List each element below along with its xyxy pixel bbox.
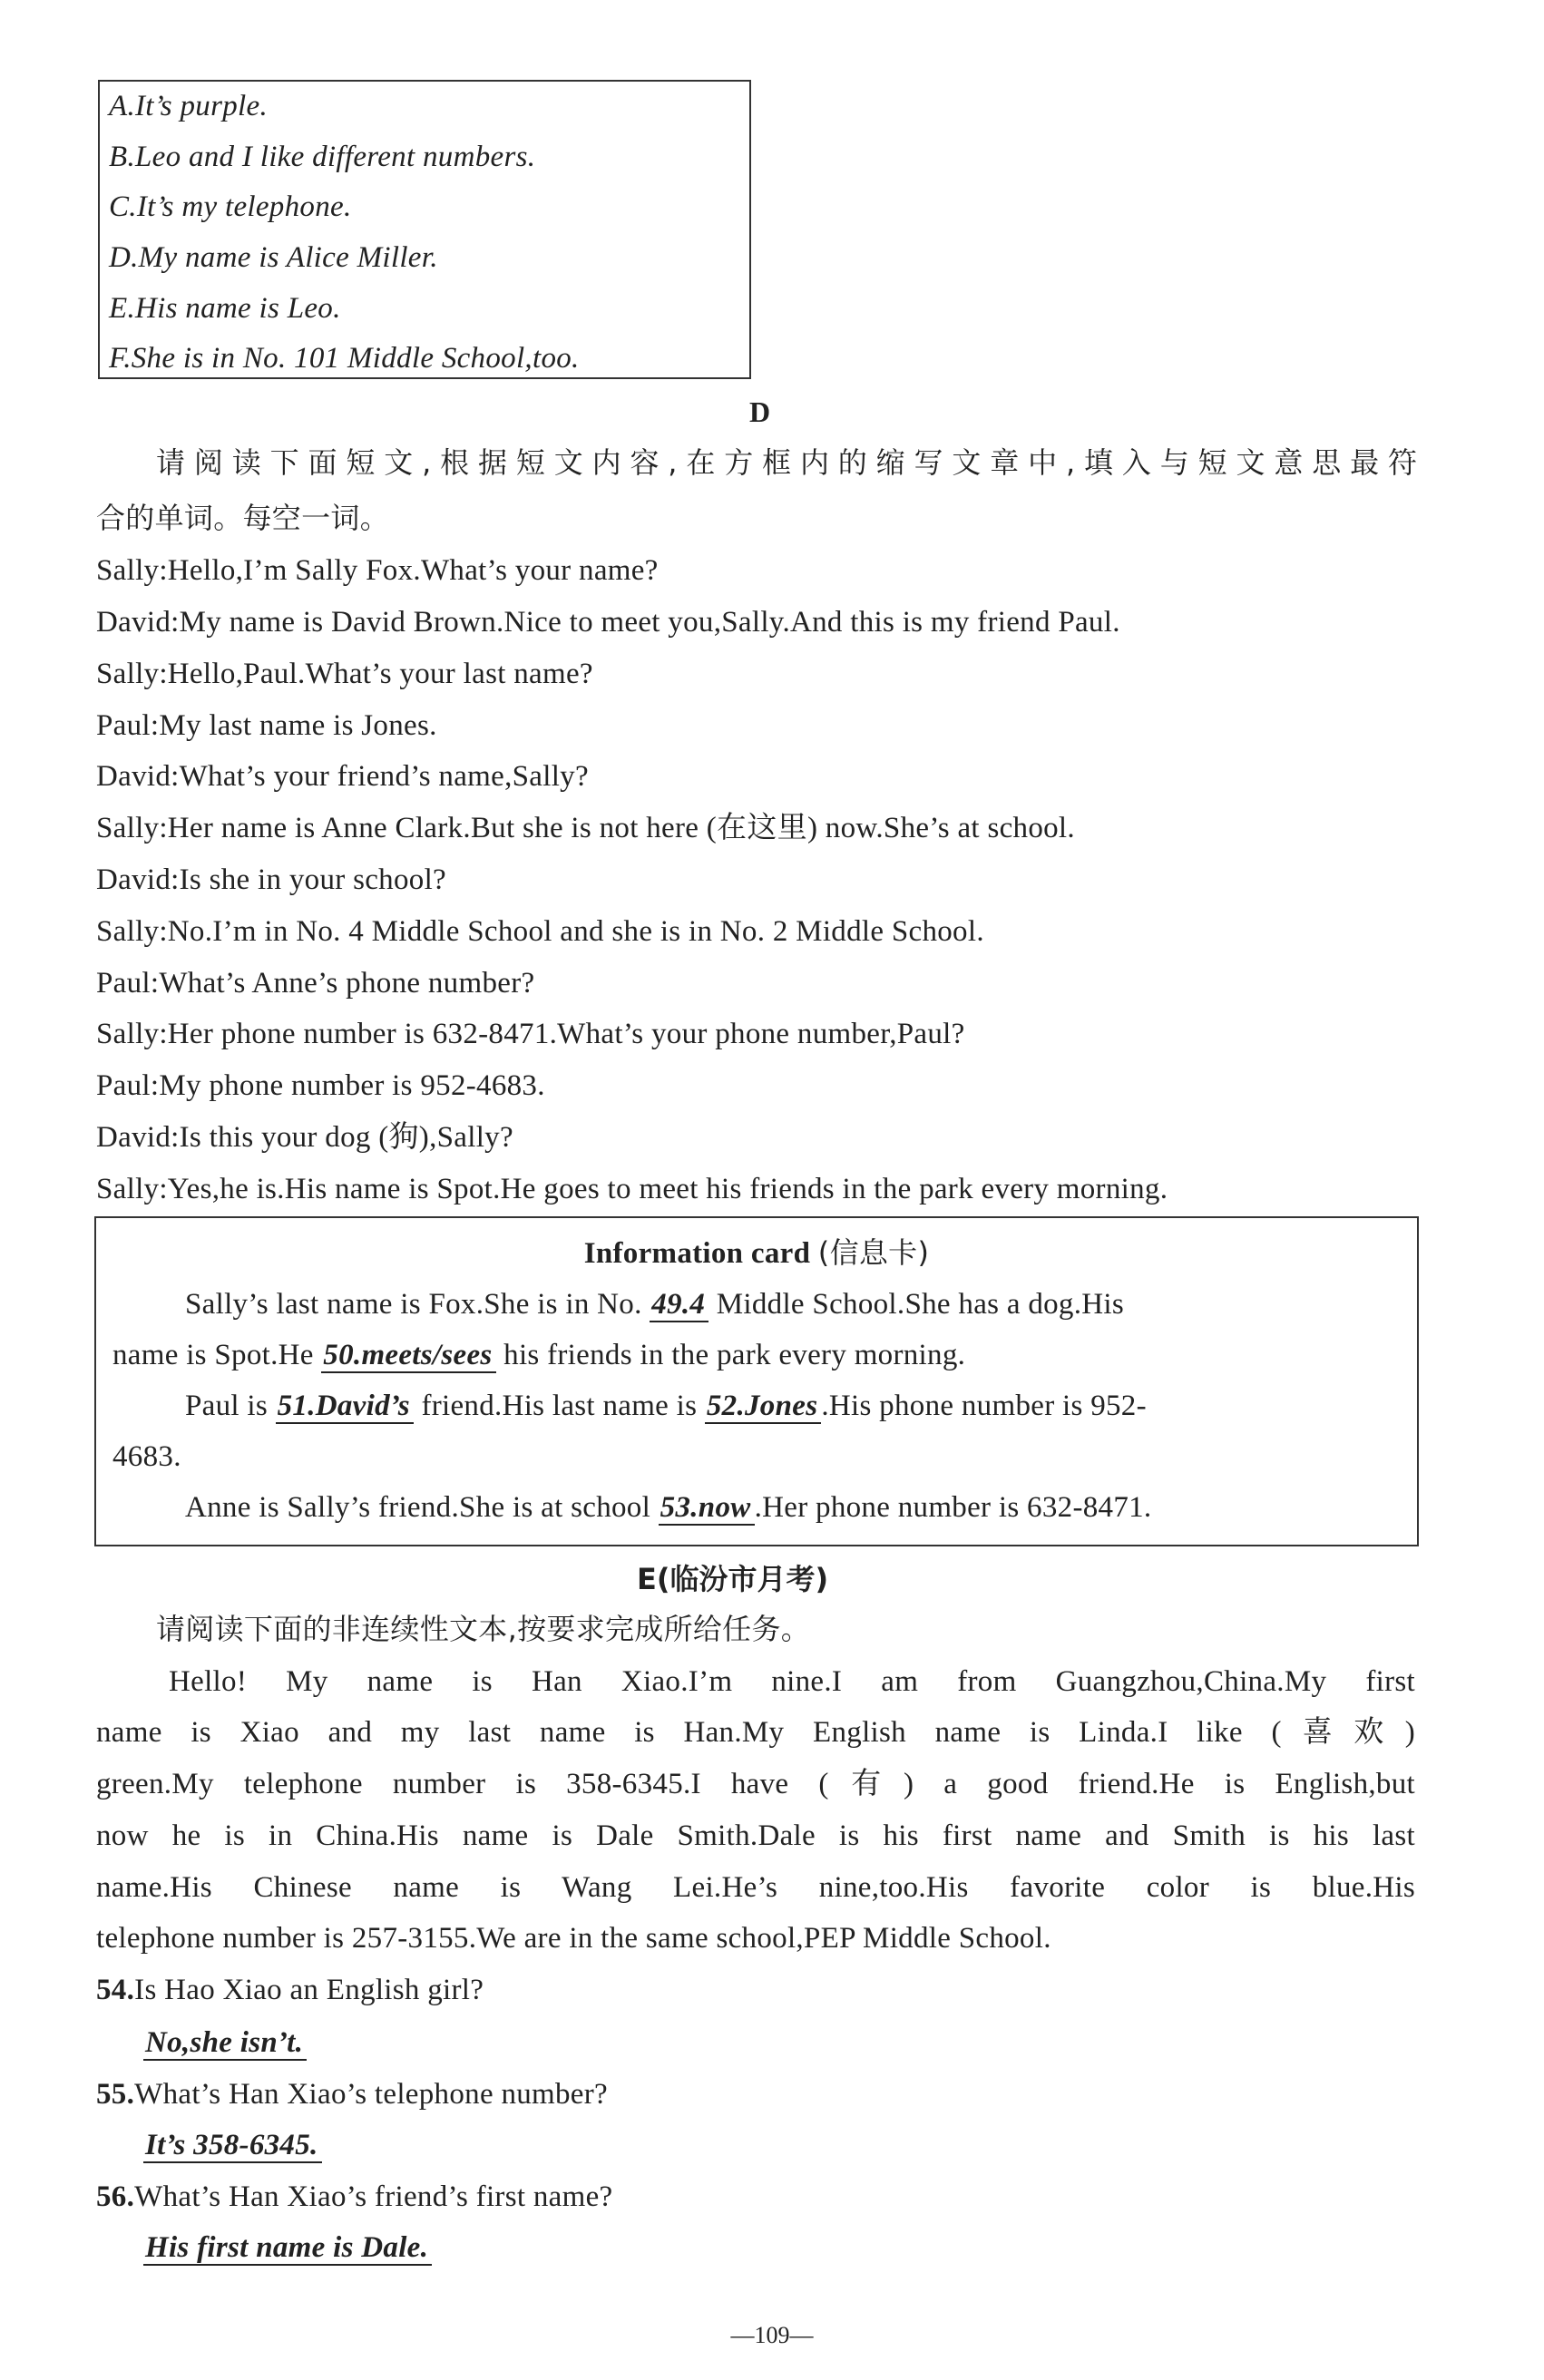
- question-54: [96, 1970, 484, 2010]
- card-text: name is Spot.He: [112, 1339, 314, 1371]
- card-text: friend.His last name is: [421, 1390, 698, 1422]
- dialogue-line: Sally:Yes,he is.His name is Spot.He goes to meet his friends in the park every morning.: [96, 1173, 1168, 1205]
- section-e-instruction: 请阅读下面的非连续性文本,按要求完成所给任务。: [156, 1612, 811, 1646]
- question-number: 56.: [96, 2180, 135, 2213]
- passage-line: telephone number is 257-3155.We are in the same school,PEP Middle School.: [96, 1922, 1051, 1955]
- passage-line: name is Xiao and my last name is Han.My English name is Linda.I like (喜欢): [96, 1716, 1415, 1749]
- card-title-cn: (信息卡): [817, 1235, 930, 1270]
- dialogue-line: Sally:Her phone number is 632-8471.What’s your phone number,Paul?: [96, 1018, 965, 1050]
- card-title: [96, 1233, 1417, 1273]
- options-box: [98, 80, 751, 379]
- answer-55: [143, 2125, 322, 2165]
- option-e: E.His name is Leo.: [109, 292, 341, 325]
- card-title-text: Information card: [583, 1237, 811, 1270]
- card-text: Sally’s last name is Fox.She is in No.: [185, 1288, 642, 1321]
- dialogue-line: Sally:Her name is Anne Clark.But she is not here (在这里) now.She’s at school.: [96, 812, 1075, 844]
- dialogue-line: Paul:My phone number is 952-4683.: [96, 1069, 545, 1102]
- dialogue-line: David:Is she in your school?: [96, 863, 446, 896]
- answer-51: 51.David’s: [276, 1390, 414, 1424]
- card-text: Anne is Sally’s friend.She is at school: [185, 1491, 651, 1524]
- dialogue-line: David:What’s your friend’s name,Sally?: [96, 760, 589, 793]
- passage-line: green.My telephone number is 358-6345.I have (有) a good friend.He is English,but: [96, 1768, 1415, 1800]
- card-line-4: 4683.: [112, 1440, 181, 1473]
- section-d-heading: D: [749, 395, 771, 428]
- dialogue-line: Paul:My last name is Jones.: [96, 709, 437, 742]
- card-text: .His phone number is 952-: [821, 1390, 1147, 1422]
- option-a: A.It’s purple.: [109, 90, 269, 122]
- card-line-3: [185, 1386, 1147, 1426]
- answer-49: 49.4: [650, 1288, 708, 1322]
- card-text: .Her phone number is 632-8471.: [754, 1491, 1152, 1524]
- dialogue-line: Paul:What’s Anne’s phone number?: [96, 967, 535, 1000]
- card-line-1: [185, 1284, 1124, 1324]
- option-d: D.My name is Alice Miller.: [109, 241, 438, 274]
- section-e-heading: E(临汾市月考): [637, 1562, 829, 1596]
- dialogue-line: David:My name is David Brown.Nice to meet you,Sally.And this is my friend Paul.: [96, 606, 1120, 639]
- card-text: Middle School.She has a dog.His: [716, 1288, 1125, 1321]
- option-f: F.She is in No. 101 Middle School,too.: [109, 342, 580, 375]
- question-text: What’s Han Xiao’s friend’s first name?: [134, 2180, 613, 2213]
- answer-56: [143, 2228, 432, 2268]
- information-card: [94, 1216, 1419, 1546]
- answer-54: [143, 2023, 307, 2063]
- question-text: What’s Han Xiao’s telephone number?: [134, 2078, 608, 2111]
- answer-text: It’s 358-6345.: [143, 2129, 322, 2163]
- section-d-instruction-line2: 合的单词。每空一词。: [96, 501, 390, 535]
- card-line-5: [185, 1488, 1151, 1527]
- card-line-2: [112, 1335, 965, 1375]
- dialogue-line: David:Is this your dog (狗),Sally?: [96, 1121, 513, 1154]
- page-number: —109—: [730, 2322, 814, 2348]
- question-number: 54.: [96, 1974, 135, 2006]
- answer-52: 52.Jones: [705, 1390, 822, 1424]
- section-d-instruction-line1: 请阅读下面短文,根据短文内容,在方框内的缩写文章中,填入与短文意思最符: [156, 445, 1417, 480]
- answer-text: His first name is Dale.: [143, 2231, 432, 2266]
- dialogue-line: Sally:Hello,I’m Sally Fox.What’s your name?: [96, 554, 659, 587]
- answer-text: No,she isn’t.: [143, 2026, 307, 2061]
- dialogue-line: Sally:Hello,Paul.What’s your last name?: [96, 658, 593, 690]
- option-b: B.Leo and I like different numbers.: [109, 141, 536, 173]
- passage-line: Hello! My name is Han Xiao.I’m nine.I am from Guangzhou,China.My first: [169, 1665, 1415, 1698]
- answer-50: 50.meets/sees: [321, 1339, 495, 1373]
- passage-line: name.His Chinese name is Wang Lei.He’s nine,too.His favorite color is blue.His: [96, 1871, 1415, 1904]
- question-text: Is Hao Xiao an English girl?: [134, 1974, 484, 2006]
- dialogue-line: Sally:No.I’m in No. 4 Middle School and she is in No. 2 Middle School.: [96, 915, 984, 948]
- question-56: [96, 2177, 613, 2217]
- card-text: Paul is: [185, 1390, 269, 1422]
- answer-53: 53.now: [659, 1491, 755, 1526]
- question-55: [96, 2074, 608, 2114]
- question-number: 55.: [96, 2078, 135, 2111]
- passage-line: now he is in China.His name is Dale Smith.Dale is his first name and Smith is his last: [96, 1819, 1415, 1852]
- card-text: his friends in the park every morning.: [503, 1339, 966, 1371]
- option-c: C.It’s my telephone.: [109, 190, 352, 223]
